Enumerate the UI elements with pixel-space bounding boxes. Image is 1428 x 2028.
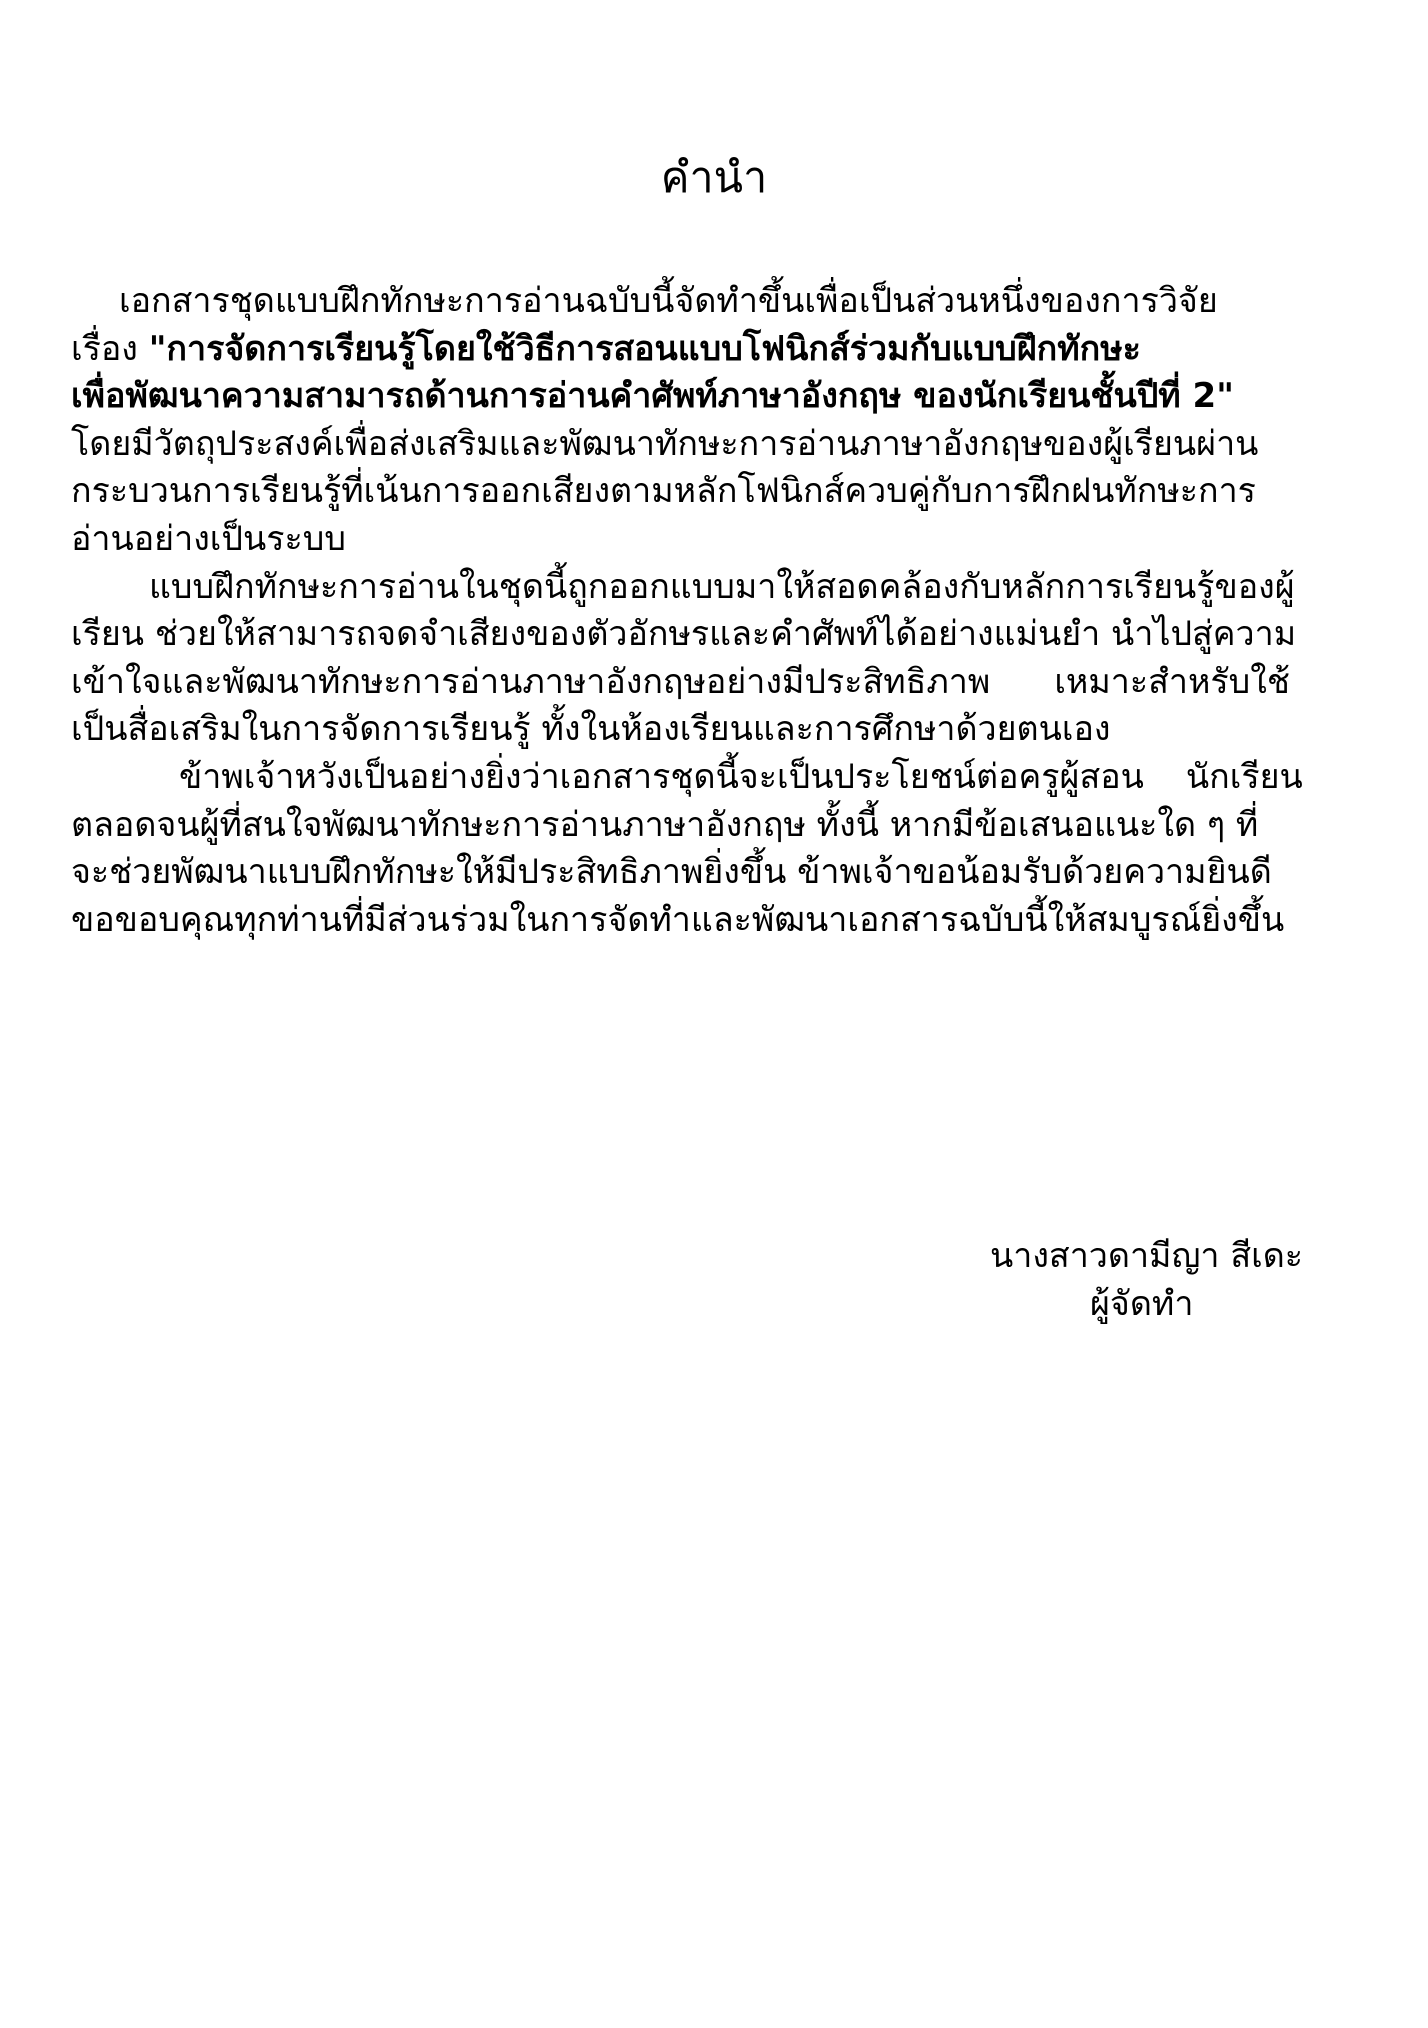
paragraph-3-line-1 (71, 754, 1361, 802)
research-title-part-2: เพื่อพัฒนาความสามารถด้านการอ่านคำศัพท์ภาษาอังกฤษ ของนักเรียนชั้นปีที่ 2" (71, 376, 1234, 417)
preface-body (71, 278, 1361, 944)
subject-prefix: เรื่อง (71, 328, 149, 369)
paragraph-2-line-1: แบบฝึกทักษะการอ่านในชุดนี้ถูกออกแบบมาให้สอดคล้องกับหลักการเรียนรู้ของผู้ (149, 566, 1295, 607)
paragraph-1-line-1: เอกสารชุดแบบฝึกทักษะการอ่านฉบับนี้จัดทำขึ้นเพื่อเป็นส่วนหนึ่งของการวิจัย (119, 281, 1218, 321)
paragraph-1-line-5: กระบวนการเรียนรู้ที่เน้นการออกเสียงตามหลักโฟนิกส์ควบคู่กับการฝึกฝนทักษะการ (71, 471, 1256, 512)
paragraph-3-line-1b: นักเรียน (1185, 756, 1303, 797)
page-title: คำนำ (660, 153, 768, 203)
paragraph-3 (71, 754, 1361, 944)
paragraph-3-line-1a: ข้าพเจ้าหวังเป็นอย่างยิ่งว่าเอกสารชุดนี้จะเป็นประโยชน์ต่อครูผู้สอน (179, 756, 1144, 797)
paragraph-1-line-2 (71, 326, 1361, 374)
paragraph-2-line-3 (71, 659, 1361, 707)
paragraph-3-line-4: ขอขอบคุณทุกท่านที่มีส่วนร่วมในการจัดทำและพัฒนาเอกสารฉบับนี้ให้สมบูรณ์ยิ่งขึ้น (71, 899, 1285, 940)
paragraph-2 (71, 564, 1361, 754)
paragraph-2-line-3a: เข้าใจและพัฒนาทักษะการอ่านภาษาอังกฤษอย่างมีประสิทธิภาพ (71, 661, 991, 702)
author-role: ผู้จัดทำ (1090, 1284, 1194, 1324)
author-name: นางสาวดามีญา สีเดะ (990, 1236, 1304, 1276)
paragraph-2-line-2: เรียน ช่วยให้สามารถจดจำเสียงของตัวอักษรและคำศัพท์ได้อย่างแม่นยำ นำไปสู่ความ (71, 614, 1297, 655)
paragraph-2-line-3b: เหมาะสำหรับใช้ (1054, 661, 1290, 702)
research-title-part-1: "การจัดการเรียนรู้โดยใช้วิธีการสอนแบบโฟนิกส์ร่วมกับแบบฝึกทักษะ (148, 328, 1141, 369)
paragraph-1-line-4: โดยมีวัตถุประสงค์เพื่อส่งเสริมและพัฒนาทักษะการอ่านภาษาอังกฤษของผู้เรียนผ่าน (71, 423, 1259, 464)
paragraph-1 (71, 278, 1361, 564)
paragraph-1-line-6: อ่านอย่างเป็นระบบ (71, 518, 346, 559)
paragraph-3-line-2: ตลอดจนผู้ที่สนใจพัฒนาทักษะการอ่านภาษาอังกฤษ ทั้งนี้ หากมีข้อเสนอแนะใด ๆ ที่ (71, 804, 1259, 845)
paragraph-3-line-3: จะช่วยพัฒนาแบบฝึกทักษะให้มีประสิทธิภาพยิ่งขึ้น ข้าพเจ้าขอน้อมรับด้วยความยินดี (71, 852, 1272, 893)
signature-block (990, 1232, 1390, 1328)
paragraph-2-line-4: เป็นสื่อเสริมในการจัดการเรียนรู้ ทั้งในห้องเรียนและการศึกษาด้วยตนเอง (71, 709, 1111, 750)
